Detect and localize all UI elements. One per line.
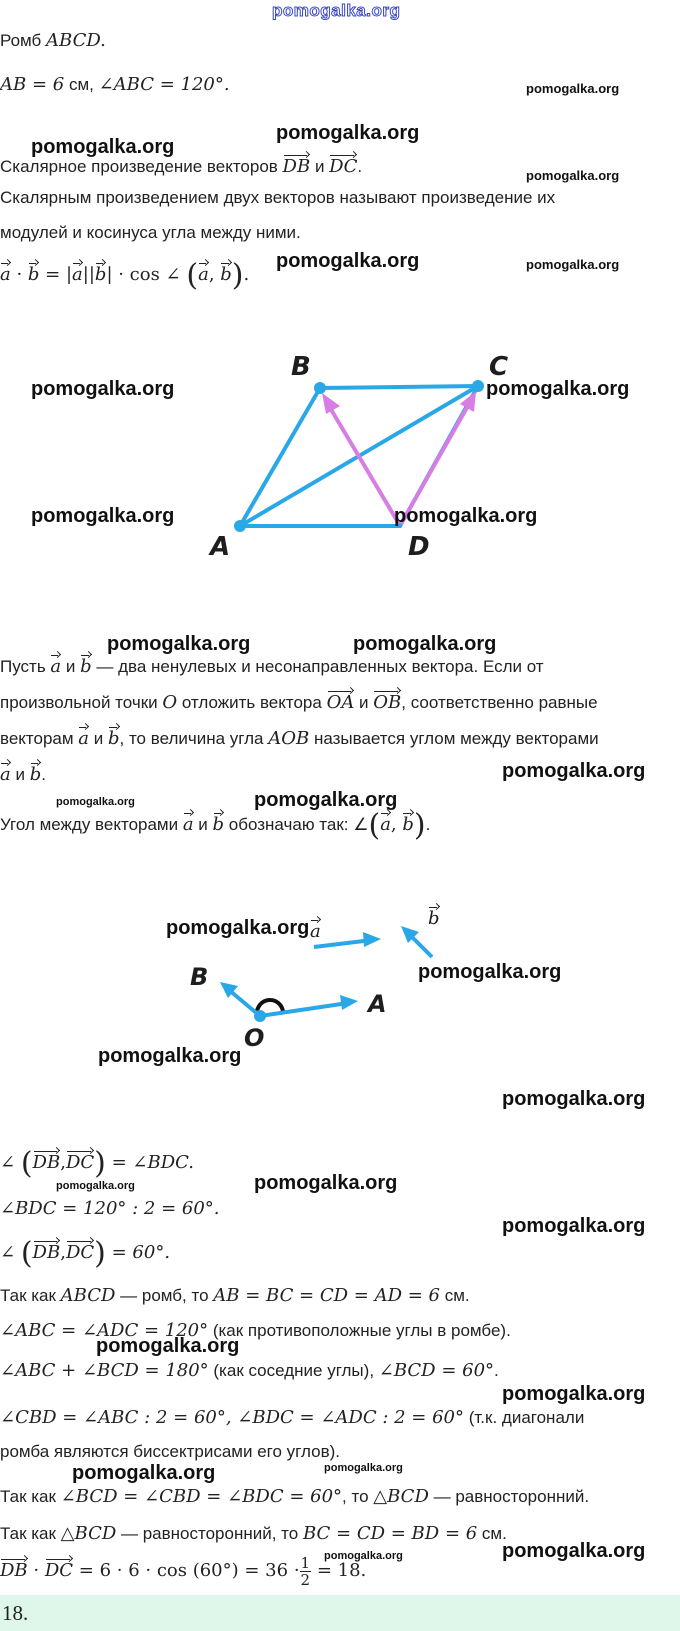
solution-line-10 <box>0 1523 507 1544</box>
watermark: pomogalka.org <box>526 168 620 183</box>
point-b <box>314 382 326 394</box>
vec-a: a <box>380 808 391 835</box>
dot-product-formula: a · b = |a||b| · cos ∠ (a, b). <box>0 258 250 293</box>
text: и <box>354 693 374 712</box>
text: (т.к. диагонали <box>464 1408 585 1427</box>
watermark: pomogalka.org <box>502 1540 646 1562</box>
vec-a: a <box>50 650 61 677</box>
point-c <box>472 380 484 392</box>
and-text: и <box>310 157 330 176</box>
text: , соответственно равные <box>401 693 598 712</box>
label-c: C <box>489 352 509 382</box>
math: ∠BCD = 60° <box>378 1360 495 1381</box>
math: AB = BC = CD = AD = 6 <box>213 1285 440 1306</box>
watermark: pomogalka.org <box>526 257 620 272</box>
angle-figure <box>220 926 432 1022</box>
math: ∠BCD = ∠CBD = ∠BDC = 60° <box>60 1486 343 1507</box>
vec-dc: DC <box>45 1554 73 1581</box>
solution-line-4 <box>0 1285 470 1306</box>
math: BC = CD = BD = 6 <box>302 1523 478 1544</box>
text: , то <box>342 1487 374 1506</box>
vec-b: b <box>402 808 414 835</box>
angle-notation-line: Угол между векторами a и b обозначаю так: ∠(a, b). <box>0 808 431 843</box>
label-b: B <box>291 352 311 382</box>
free-vector-a-arrowhead <box>363 932 381 947</box>
vec-db: DB <box>33 1236 61 1263</box>
formula-vec-b-angle: b <box>220 258 232 285</box>
punct: . <box>357 157 363 176</box>
text: Пусть <box>0 657 51 676</box>
vec-b: b <box>80 650 92 677</box>
vector-db-line <box>329 406 399 524</box>
free-vector-a <box>314 940 372 947</box>
math: △BCD <box>60 1523 117 1544</box>
text: произвольной точки <box>0 693 163 712</box>
result: = 18. <box>316 1560 367 1581</box>
denominator: 2 <box>300 1571 311 1590</box>
point-o <box>254 1010 266 1022</box>
vec-oa: OA <box>327 686 355 713</box>
label-a: A <box>210 532 231 562</box>
given-angle: ∠ABC = 120°. <box>98 74 230 95</box>
solution-line-11: DB · DC = 6 · 6 · cos (60°) = 36 · $\frac{1}{2}$ = 18. <box>0 1554 367 1590</box>
text: отложить вектора <box>177 693 327 712</box>
watermark: pomogalka.org <box>31 378 175 400</box>
vec-a: a <box>183 808 194 835</box>
solution-line-3: ∠ (DB,DC) = 60°. <box>0 1236 171 1271</box>
watermark: pomogalka.org <box>96 1335 240 1357</box>
label-vec-b: b <box>428 902 440 929</box>
watermark: pomogalka.org <box>107 633 251 655</box>
watermark: pomogalka.org <box>502 1215 646 1237</box>
watermark: pomogalka.org <box>324 1462 403 1474</box>
eq-60: = 60°. <box>111 1242 171 1263</box>
point-a <box>234 520 246 532</box>
given-side: AB = 6 <box>0 74 65 95</box>
watermark: pomogalka.org <box>72 1462 216 1484</box>
angle-def-line-4: a и b. <box>0 758 46 785</box>
watermark: pomogalka.org <box>276 250 420 272</box>
text: (как соседние углы), <box>208 1361 379 1380</box>
angle-aob: AOB <box>268 728 310 749</box>
solution-line-2 <box>0 1198 220 1219</box>
solution-line-7 <box>0 1407 584 1428</box>
watermark: pomogalka.org <box>502 760 646 782</box>
text: . <box>494 1361 499 1380</box>
text: — два ненулевых и несонаправленных вектора. Если от <box>91 657 544 676</box>
math: ∠CBD = ∠ABC : 2 = 60°, ∠BDC = ∠ADC : 2 = 60° <box>0 1407 465 1428</box>
math: ∠ABC + ∠BCD = 180° <box>0 1360 209 1381</box>
eq-bdc-value: ∠BDC = 120° : 2 = 60°. <box>0 1198 220 1219</box>
watermark: pomogalka.org <box>98 1045 242 1067</box>
text: и <box>61 657 81 676</box>
vec-a: a <box>0 758 11 785</box>
solution-line-5 <box>0 1320 511 1341</box>
angle-def-line-3 <box>0 722 599 749</box>
watermark: pomogalka.org <box>166 917 310 939</box>
label-fig2-b: B <box>190 963 209 991</box>
text: векторам <box>0 729 79 748</box>
math: ∠ABC = ∠ADC = 120° <box>0 1320 209 1341</box>
vec-b: b <box>213 808 225 835</box>
watermark: pomogalka.org <box>31 505 175 527</box>
formula-vec-a-mod: a <box>72 258 83 285</box>
definition-line-2: модулей и косинуса угла между ними. <box>0 223 301 242</box>
text: и <box>10 765 30 784</box>
given-unit: см, <box>64 75 99 94</box>
text: Угол между векторами <box>0 815 183 834</box>
text: — ромб, то <box>115 1286 214 1305</box>
label-vec-a: a <box>310 915 321 942</box>
text: обозначаю так: ∠ <box>224 815 369 834</box>
vec-dc: DC <box>66 1146 94 1173</box>
formula-vec-b: b <box>28 258 40 285</box>
answer-box: 18. <box>0 1595 680 1631</box>
vec-b: b <box>30 758 42 785</box>
find-text: Скалярное произведение векторов <box>0 157 283 176</box>
text: и <box>193 815 213 834</box>
watermark: pomogalka.org <box>254 789 398 811</box>
vector-db-arrowhead <box>322 393 340 414</box>
watermark: pomogalka.org <box>324 1550 403 1562</box>
watermark: pomogalka.org <box>502 1383 646 1405</box>
watermark: pomogalka.org <box>254 1172 398 1194</box>
text: Так как <box>0 1524 61 1543</box>
numerator: 1 <box>300 1554 311 1573</box>
solution-line-9 <box>0 1486 589 1507</box>
vector-oa <box>260 1003 348 1016</box>
watermark: pomogalka.org <box>394 505 538 527</box>
side-ab <box>240 388 320 526</box>
eq-bdc: = ∠BDC. <box>111 1152 195 1173</box>
formula-vec-b-mod: b <box>95 258 107 285</box>
vector-db: DB <box>283 150 311 177</box>
formula-vec-a: a <box>0 258 11 285</box>
watermark: pomogalka.org <box>486 378 630 400</box>
watermark: pomogalka.org <box>56 796 135 808</box>
watermark: pomogalka.org <box>526 81 620 96</box>
vec-ob: OB <box>373 686 401 713</box>
watermark: pomogalka.org <box>502 1088 646 1110</box>
definition-line-1: Скалярным произведением двух векторов называют произведение их <box>0 188 556 207</box>
watermark: pomogalka.org <box>276 122 420 144</box>
side-bc <box>320 386 478 388</box>
text: — равносторонний, то <box>116 1524 303 1543</box>
watermark: pomogalka.org <box>56 1180 135 1192</box>
fraction-half <box>300 1555 312 1588</box>
text: (как противоположные углы в ромбе). <box>208 1321 511 1340</box>
vector-oa-arrowhead <box>340 995 358 1010</box>
label-fig2-a: A <box>368 990 387 1018</box>
text: — равносторонний. <box>428 1487 590 1506</box>
vec-b: b <box>108 722 120 749</box>
formula-vec-a-angle: a <box>198 258 209 285</box>
text: см. <box>440 1286 470 1305</box>
math: △BCD <box>373 1486 429 1507</box>
calc: = 6 · 6 · cos (60°) = 36 · <box>78 1560 300 1581</box>
vec-a: a <box>78 722 89 749</box>
solution-line-1: ∠ (DB,DC) = ∠BDC. <box>0 1146 195 1181</box>
watermark: pomogalka.org <box>418 961 562 983</box>
text: Так как <box>0 1286 61 1305</box>
vec-db: DB <box>33 1146 61 1173</box>
angle-def-line-2 <box>0 686 598 713</box>
given-shape-name: ABCD. <box>46 30 106 51</box>
math: ABCD <box>60 1285 116 1306</box>
watermark: pomogalka.org <box>31 136 175 158</box>
text: и <box>89 729 108 748</box>
vector-ob <box>229 990 260 1016</box>
solution-line-6 <box>0 1360 499 1381</box>
label-fig2-o: O <box>244 1024 265 1052</box>
text: см. <box>477 1524 507 1543</box>
label-d: D <box>408 532 430 562</box>
solution-line-8: ромба являются биссектрисами его углов). <box>0 1442 340 1461</box>
top-watermark: pomogalka.org <box>272 1 401 20</box>
given-text: Ромб <box>0 31 42 50</box>
vec-db: DB <box>0 1554 28 1581</box>
text: называется углом между векторами <box>309 729 599 748</box>
watermark: pomogalka.org <box>353 633 497 655</box>
text: , то величина угла <box>119 729 269 748</box>
point-o-text: O <box>162 692 178 713</box>
text: Так как <box>0 1487 61 1506</box>
vector-dc: DC <box>329 150 357 177</box>
vec-dc: DC <box>66 1236 94 1263</box>
